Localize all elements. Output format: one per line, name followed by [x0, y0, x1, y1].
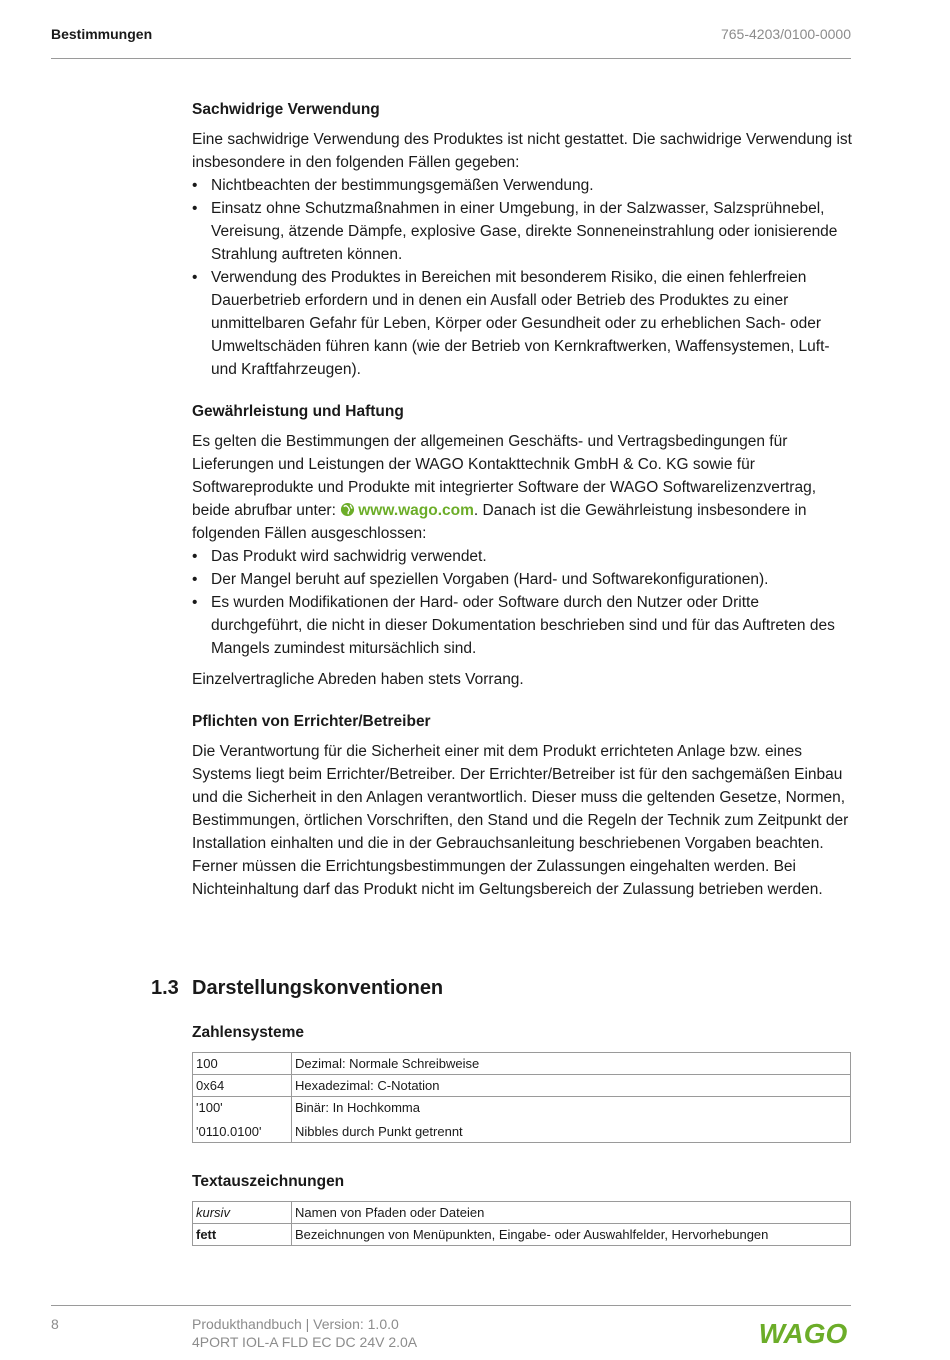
table-cell-code: 100: [193, 1053, 292, 1075]
page-number: 8: [51, 1316, 59, 1332]
page-header: [51, 26, 851, 46]
chapter-title: Darstellungskonventionen: [192, 977, 444, 999]
section-title-duties: Pflichten von Errichter/Betreiber: [192, 713, 431, 730]
section-title-misuse: Sachwidrige Verwendung: [192, 101, 380, 118]
list-item: • Der Mangel beruht auf speziellen Vorgaben (Hard- und Softwarekonfigurationen).: [192, 568, 852, 591]
main-content: [192, 100, 852, 901]
number-systems-table: [192, 1052, 851, 1143]
globe-icon: [340, 502, 355, 517]
table-cell-code: 0x64: [193, 1075, 292, 1097]
warranty-intro: [192, 430, 852, 545]
header-title: Bestimmungen: [51, 26, 153, 42]
list-item: • Nichtbeachten der bestimmungsgemäßen Verwendung.: [192, 174, 852, 197]
footer-line-2: 4PORT IOL-A FLD EC DC 24V 2.0A: [192, 1334, 418, 1350]
table-cell-desc: Dezimal: Normale Schreibweise: [292, 1053, 851, 1075]
warranty-intro-rest: . Danach ist die Gewährleistung insbesondere in folgenden Fällen ausgeschlossen:: [192, 502, 807, 542]
misuse-list: [192, 174, 852, 381]
table-row: [193, 1097, 851, 1122]
table-cell-desc: Bezeichnungen von Menüpunkten, Eingabe- oder Auswahlfelder, Hervorhebungen: [292, 1224, 851, 1246]
wago-logo: [755, 1318, 851, 1348]
warranty-intro-text: Es gelten die Bestimmungen der allgemeinen Geschäfts- und Vertragsbedingungen für Lieferungen und Leistungen der WAGO Kontakttechnik GmbH & Co. KG sowie für Softwareprodukte und Produkte mit integrierter Software der WAGO Softwarelizenzvertrag, beide abrufbar unter:: [192, 433, 817, 519]
header-doc-number: 765-4203/0100-0000: [720, 26, 851, 42]
table-row: [193, 1202, 851, 1224]
footer-line-1: Produkthandbuch | Version: 1.0.0: [192, 1316, 399, 1332]
list-item: • Einsatz ohne Schutzmaßnahmen in einer Umgebung, in der Salzwasser, Salzsprühnebel, Vereisung, ätzende Dämpfe, explosive Gase, direkte Sonneneinstrahlung oder ionisierende Strahlung auftreten können.: [192, 197, 852, 266]
list-item: • Es wurden Modifikationen der Hard- oder Software durch den Nutzer oder Dritte durchgeführt, die nicht in dieser Dokumentation beschrieben sind und für das Auftreten des Mangels zumindest mitursächlich sind.: [192, 591, 852, 660]
table-cell-desc: Binär: In Hochkomma: [292, 1097, 851, 1122]
wago-logo-text: WAGO: [758, 1318, 848, 1348]
misuse-intro: Eine sachwidrige Verwendung des Produktes ist nicht gestattet. Die sachwidrige Verwendung ist insbesondere in den folgenden Fällen gegeben:: [192, 131, 852, 171]
duties-text: Die Verantwortung für die Sicherheit einer mit dem Produkt errichteten Anlage bzw. eines Systems liegt beim Errichter/Betreiber. Der Errichter/Betreiber ist für den sachgemäßen Einbau und die Sicherheit in den Anlagen verantwortlich. Dieser muss die geltenden Gesetze, Normen, Bestimmungen, örtlichen Vorschriften, den Stand und die Regeln der Technik zum Zeitpunkt der Installation einhalten und die in der Gebrauchsanleitung beschriebenen Vorgaben beachten. Ferner müssen die Errichtungsbestimmungen der Zulassungen eingehalten werden. Bei Nichteinhaltung darf das Produkt nicht im Geltungsbereich der Zulassung betrieben werden.: [192, 743, 849, 898]
text-markup-title: Textauszeichnungen: [192, 1173, 345, 1190]
table-cell-code: '0110.0100': [193, 1121, 292, 1143]
list-item: • Das Produkt wird sachwidrig verwendet.: [192, 545, 852, 568]
footer-divider: [51, 1305, 851, 1306]
chapter-number: 1.3: [151, 977, 179, 999]
header-divider: [51, 58, 851, 59]
table-cell-code: kursiv: [193, 1202, 292, 1224]
footer-text: [192, 1315, 417, 1351]
number-systems-title: Zahlensysteme: [192, 1024, 304, 1041]
wago-link[interactable]: www.wago.com: [358, 502, 474, 519]
list-item: • Verwendung des Produktes in Bereichen mit besonderem Risiko, die einen fehlerfreien Dauerbetrieb erfordern und in denen ein Ausfall oder Betrieb des Produktes zu einer unmittelbaren Gefahr für Leben, Körper oder Gesundheit oder zu erheblichen Sach- oder Umweltschäden führen kann (wie der Betrieb von Kernkraftwerken, Waffensystemen, Luft- und Kraftfahrzeugen).: [192, 266, 852, 381]
table-cell-desc: Nibbles durch Punkt getrennt: [292, 1121, 851, 1143]
table-cell-desc: Namen von Pfaden oder Dateien: [292, 1202, 851, 1224]
table-row: [193, 1075, 851, 1097]
warranty-list: [192, 545, 852, 660]
table-cell-code: '100': [193, 1097, 292, 1122]
table-row: [193, 1053, 851, 1075]
text-markup-table: [192, 1201, 851, 1246]
table-row: [193, 1121, 851, 1143]
table-row: [193, 1224, 851, 1246]
section-title-warranty: Gewährleistung und Haftung: [192, 403, 404, 420]
table-cell-code: fett: [193, 1224, 292, 1246]
table-cell-desc: Hexadezimal: C-Notation: [292, 1075, 851, 1097]
warranty-closing: Einzelvertragliche Abreden haben stets Vorrang.: [192, 671, 524, 688]
chapter-heading: [151, 977, 443, 1000]
